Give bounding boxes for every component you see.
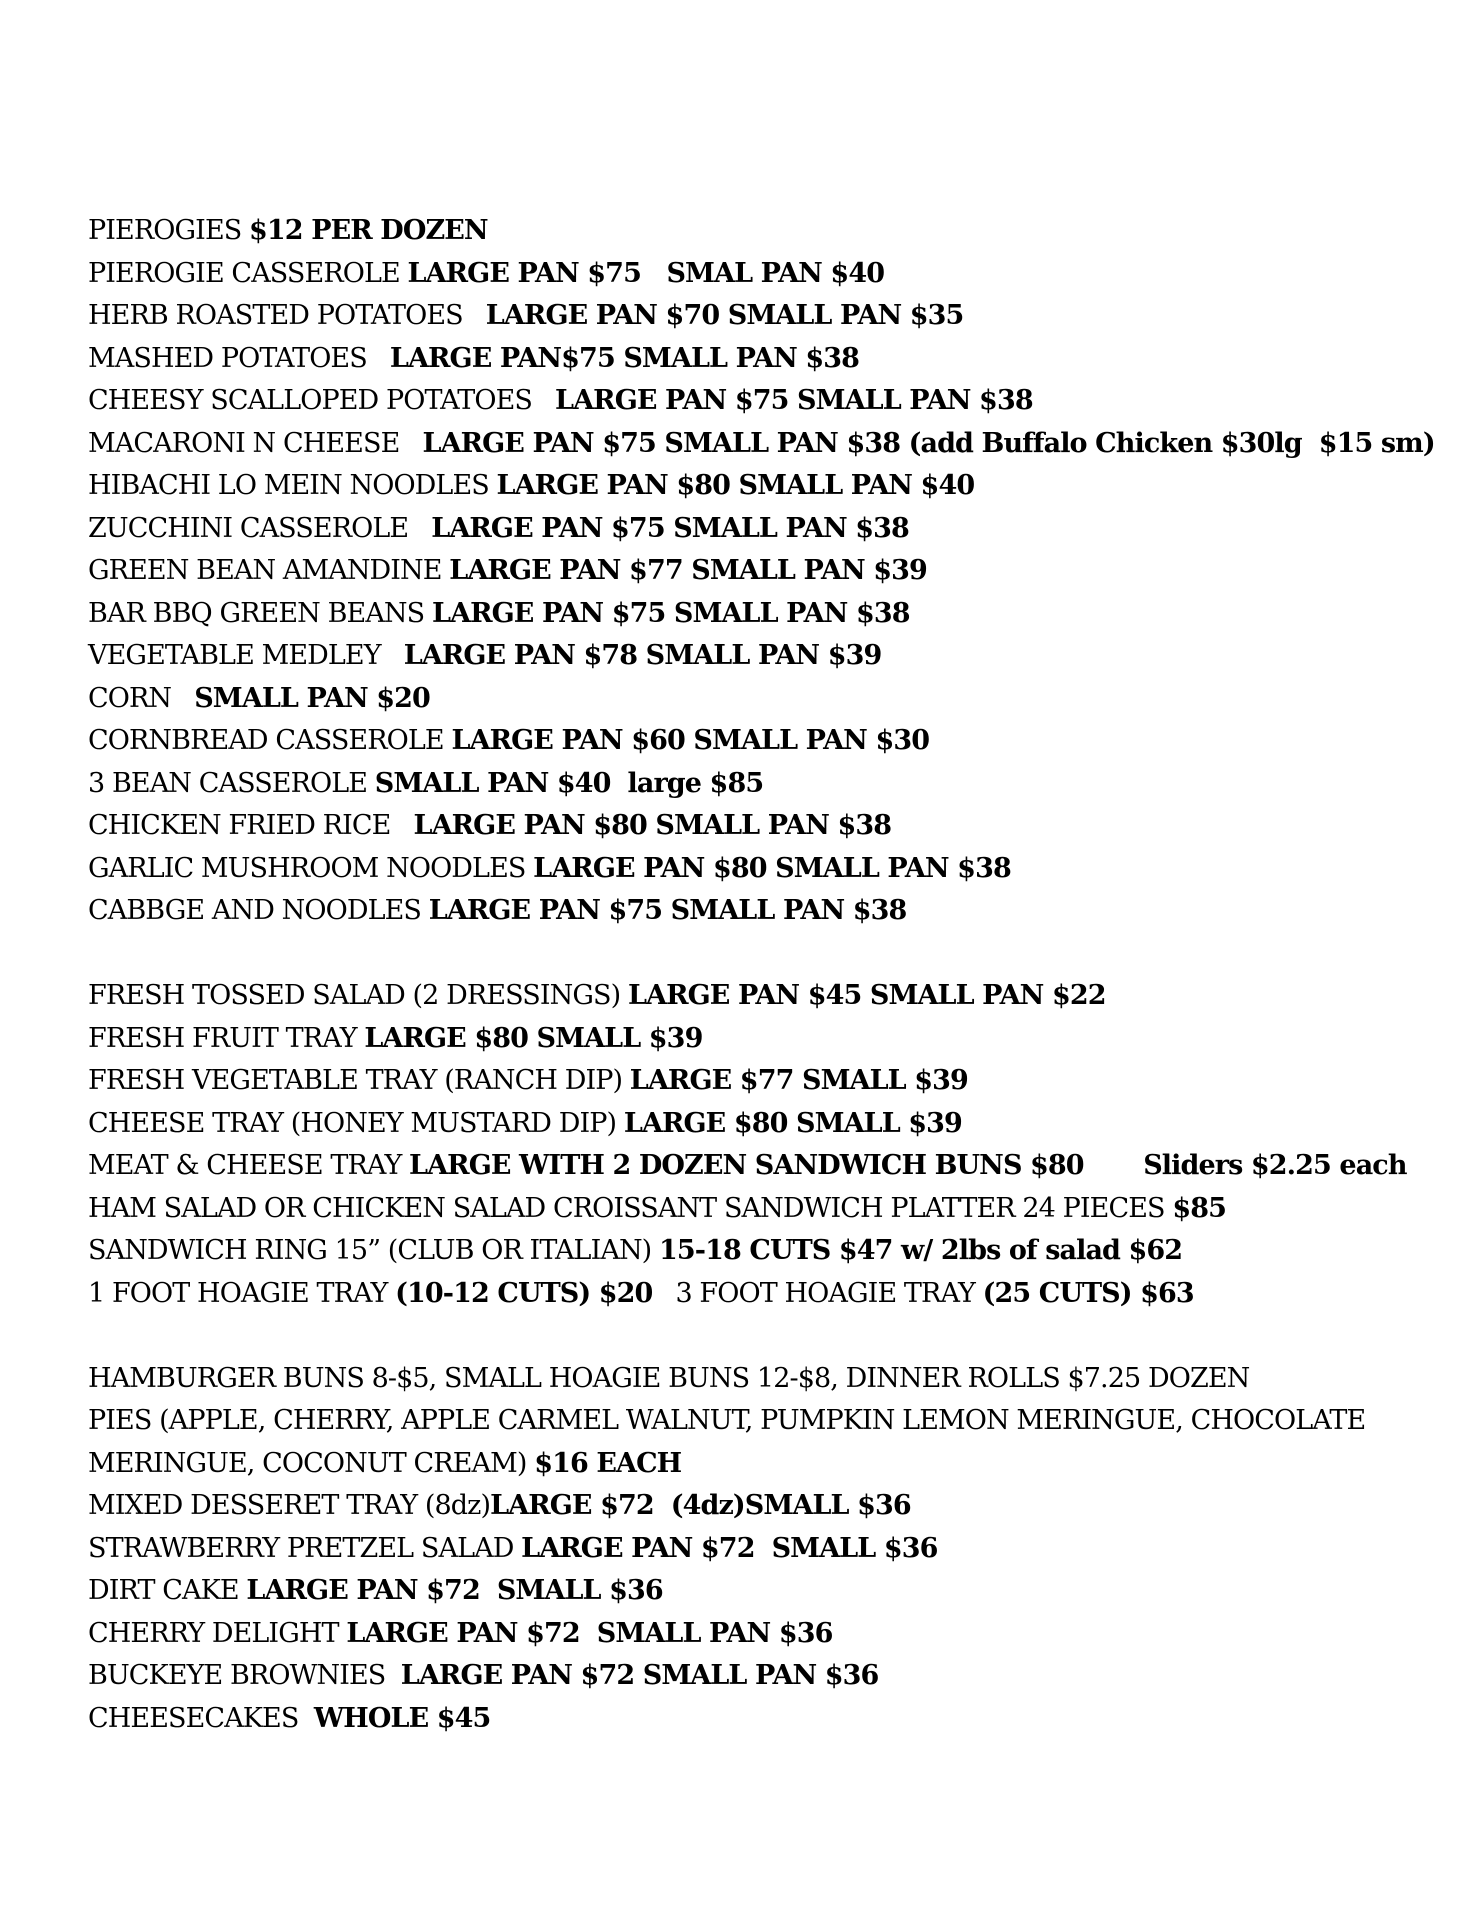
menu-item-name: PIES (APPLE, CHERRY, APPLE CARMEL WALNUT, PUMPKIN LEMON MERINGUE, CHOCOLATE bbox=[88, 1405, 1366, 1436]
menu-line bbox=[88, 1018, 1468, 1061]
menu-item-name: HERB ROASTED POTATOES bbox=[88, 300, 486, 331]
menu-line bbox=[88, 1570, 1468, 1613]
menu-item-name: CHEESECAKES bbox=[88, 1702, 314, 1734]
menu-item-name: 3 BEAN CASSEROLE bbox=[88, 767, 375, 799]
menu-item-price: LARGE PAN$75 SMALL PAN $38 bbox=[389, 342, 860, 374]
menu-item-name: MERINGUE, COCONUT CREAM) bbox=[88, 1447, 535, 1479]
menu-item-name: FRESH TOSSED SALAD (2 DRESSINGS) bbox=[88, 980, 628, 1011]
menu-item-price: (25 CUTS) $63 bbox=[982, 1277, 1194, 1309]
menu-line bbox=[88, 975, 1468, 1018]
menu-item-name: FRESH FRUIT TRAY bbox=[88, 1022, 365, 1054]
menu-line bbox=[88, 1358, 1468, 1401]
menu-line bbox=[88, 720, 1468, 763]
menu-line bbox=[88, 1528, 1468, 1571]
menu-item-price: LARGE PAN $72 SMALL PAN $36 bbox=[346, 1617, 833, 1649]
menu-item-price: LARGE $80 SMALL $39 bbox=[364, 1022, 703, 1054]
menu-item-name: SANDWICH RING 15” (CLUB OR ITALIAN) bbox=[88, 1235, 659, 1266]
menu-item-price: $16 EACH bbox=[534, 1447, 682, 1479]
menu-item-price: LARGE $72 (4dz)SMALL $36 bbox=[490, 1490, 911, 1521]
menu-item-price: LARGE PAN $75 SMALL PAN $38 bbox=[431, 512, 909, 544]
menu-line bbox=[88, 380, 1468, 423]
section-spacer bbox=[88, 933, 1468, 976]
menu-item-name: HAM SALAD OR CHICKEN SALAD CROISSANT SANDWICH PLATTER 24 PIECES bbox=[88, 1192, 1173, 1224]
menu-line bbox=[88, 1145, 1468, 1188]
menu-item-name: GARLIC MUSHROOM NOODLES bbox=[88, 852, 534, 884]
menu-line bbox=[88, 1485, 1468, 1528]
menu-item-price: 15-18 CUTS $47 w/ 2lbs of salad $62 bbox=[659, 1235, 1183, 1266]
menu-section bbox=[88, 1358, 1468, 1741]
menu-section bbox=[88, 975, 1468, 1315]
menu-line bbox=[88, 465, 1468, 508]
menu-item-name: CHICKEN FRIED RICE bbox=[88, 810, 414, 841]
menu-line bbox=[88, 593, 1468, 636]
menu-item-name: PIEROGIE CASSEROLE bbox=[88, 257, 408, 289]
menu-item-name: FRESH VEGETABLE TRAY (RANCH DIP) bbox=[88, 1065, 630, 1096]
menu-item-name: MEAT & CHEESE TRAY bbox=[88, 1150, 410, 1181]
menu-item-price: LARGE PAN $75 SMALL PAN $38 bbox=[431, 597, 910, 629]
menu-line bbox=[88, 635, 1468, 678]
menu-section bbox=[88, 210, 1468, 933]
menu-line bbox=[88, 1443, 1468, 1486]
menu-line bbox=[88, 1273, 1468, 1316]
menu-item-name: CORNBREAD CASSEROLE bbox=[88, 725, 452, 756]
menu-item-name: MASHED POTATOES bbox=[88, 342, 390, 374]
menu-item-name: VEGETABLE MEDLEY bbox=[88, 640, 404, 671]
menu-item-price: LARGE PAN $70 SMALL PAN $35 bbox=[485, 300, 964, 331]
menu-item-price: WHOLE $45 bbox=[313, 1702, 491, 1734]
menu-line bbox=[88, 1613, 1468, 1656]
menu-item-price: LARGE PAN $72 SMALL $36 bbox=[521, 1532, 938, 1564]
menu-item-price: LARGE WITH 2 DOZEN SANDWICH BUNS $80 Sliders $2.25 each bbox=[409, 1150, 1407, 1181]
menu-line bbox=[88, 1188, 1468, 1231]
menu-item-name: BUCKEYE BROWNIES bbox=[88, 1660, 401, 1691]
menu-line bbox=[88, 678, 1468, 721]
menu-line bbox=[88, 1400, 1468, 1443]
menu-item-name: 1 FOOT HOAGIE TRAY bbox=[88, 1277, 396, 1309]
menu-item-price: LARGE PAN $72 SMALL $36 bbox=[246, 1575, 663, 1606]
menu-line bbox=[88, 295, 1468, 338]
section-spacer bbox=[88, 1315, 1468, 1358]
menu-item-price: LARGE PAN $75 SMALL PAN $38 bbox=[555, 385, 1033, 416]
menu-item-name: GREEN BEAN AMANDINE bbox=[88, 555, 450, 586]
menu-item-price: LARGE PAN $80 SMALL PAN $40 bbox=[496, 470, 975, 501]
menu-item-name: MACARONI N CHEESE bbox=[88, 427, 423, 459]
menu-item-name: CHEESY SCALLOPED POTATOES bbox=[88, 385, 556, 416]
menu-item-price: LARGE PAN $75 SMAL PAN $40 bbox=[407, 257, 885, 289]
menu-line bbox=[88, 210, 1468, 253]
menu-line bbox=[88, 1060, 1468, 1103]
menu-item-price: SMALL PAN $40 large $85 bbox=[374, 767, 764, 799]
menu-line bbox=[88, 1698, 1468, 1741]
menu-item-name: CHEESE TRAY (HONEY MUSTARD DIP) bbox=[88, 1107, 624, 1139]
menu-item-name: CHERRY DELIGHT bbox=[88, 1617, 347, 1649]
menu-item-price: $12 PER DOZEN bbox=[249, 215, 488, 246]
menu-line bbox=[88, 890, 1468, 933]
menu-line bbox=[88, 550, 1468, 593]
menu-item-price: LARGE PAN $80 SMALL PAN $38 bbox=[413, 810, 892, 841]
menu-item-name: PIEROGIES bbox=[88, 215, 250, 246]
menu-line bbox=[88, 805, 1468, 848]
menu-line bbox=[88, 338, 1468, 381]
menu-line bbox=[88, 1103, 1468, 1146]
menu-item-price: (10-12 CUTS) $20 bbox=[395, 1277, 653, 1309]
menu-item-price: $85 bbox=[1172, 1192, 1226, 1224]
menu-item-price: LARGE PAN $75 SMALL PAN $38 (add Buffalo Chicken $30lg $15 sm) bbox=[422, 427, 1435, 459]
menu-item-price: LARGE PAN $60 SMALL PAN $30 bbox=[451, 725, 930, 756]
catering-price-list bbox=[88, 210, 1468, 1740]
menu-item-price: LARGE PAN $77 SMALL PAN $39 bbox=[449, 555, 927, 586]
menu-item-price: LARGE PAN $72 SMALL PAN $36 bbox=[400, 1660, 879, 1691]
menu-item-price: LARGE $80 SMALL $39 bbox=[623, 1107, 962, 1139]
menu-line bbox=[88, 423, 1468, 466]
menu-item-name: CORN bbox=[88, 682, 195, 714]
menu-item-name: MIXED DESSERET TRAY (8dz) bbox=[88, 1490, 491, 1521]
menu-item-name: HIBACHI LO MEIN NOODLES bbox=[88, 470, 497, 501]
menu-item-name: STRAWBERRY PRETZEL SALAD bbox=[88, 1532, 522, 1564]
menu-item-price: SMALL PAN $20 bbox=[194, 682, 430, 714]
menu-item-name: CABBGE AND NOODLES bbox=[88, 895, 429, 926]
menu-line bbox=[88, 763, 1468, 806]
menu-line bbox=[88, 253, 1468, 296]
menu-item-price: LARGE PAN $45 SMALL PAN $22 bbox=[627, 980, 1106, 1011]
menu-item-name: BAR BBQ GREEN BEANS bbox=[88, 597, 432, 629]
menu-line bbox=[88, 508, 1468, 551]
menu-item-name: 3 FOOT HOAGIE TRAY bbox=[652, 1277, 983, 1309]
menu-item-price: LARGE PAN $78 SMALL PAN $39 bbox=[403, 640, 882, 671]
menu-item-price: LARGE PAN $80 SMALL PAN $38 bbox=[533, 852, 1011, 884]
menu-line bbox=[88, 1230, 1468, 1273]
menu-item-name: ZUCCHINI CASSEROLE bbox=[88, 512, 432, 544]
menu-item-name: DIRT CAKE bbox=[88, 1575, 247, 1606]
menu-item-price: LARGE $77 SMALL $39 bbox=[629, 1065, 968, 1096]
menu-line bbox=[88, 848, 1468, 891]
menu-item-name: HAMBURGER BUNS 8-$5, SMALL HOAGIE BUNS 12-$8, DINNER ROLLS $7.25 DOZEN bbox=[88, 1362, 1250, 1394]
menu-line bbox=[88, 1655, 1468, 1698]
menu-item-price: LARGE PAN $75 SMALL PAN $38 bbox=[428, 895, 907, 926]
